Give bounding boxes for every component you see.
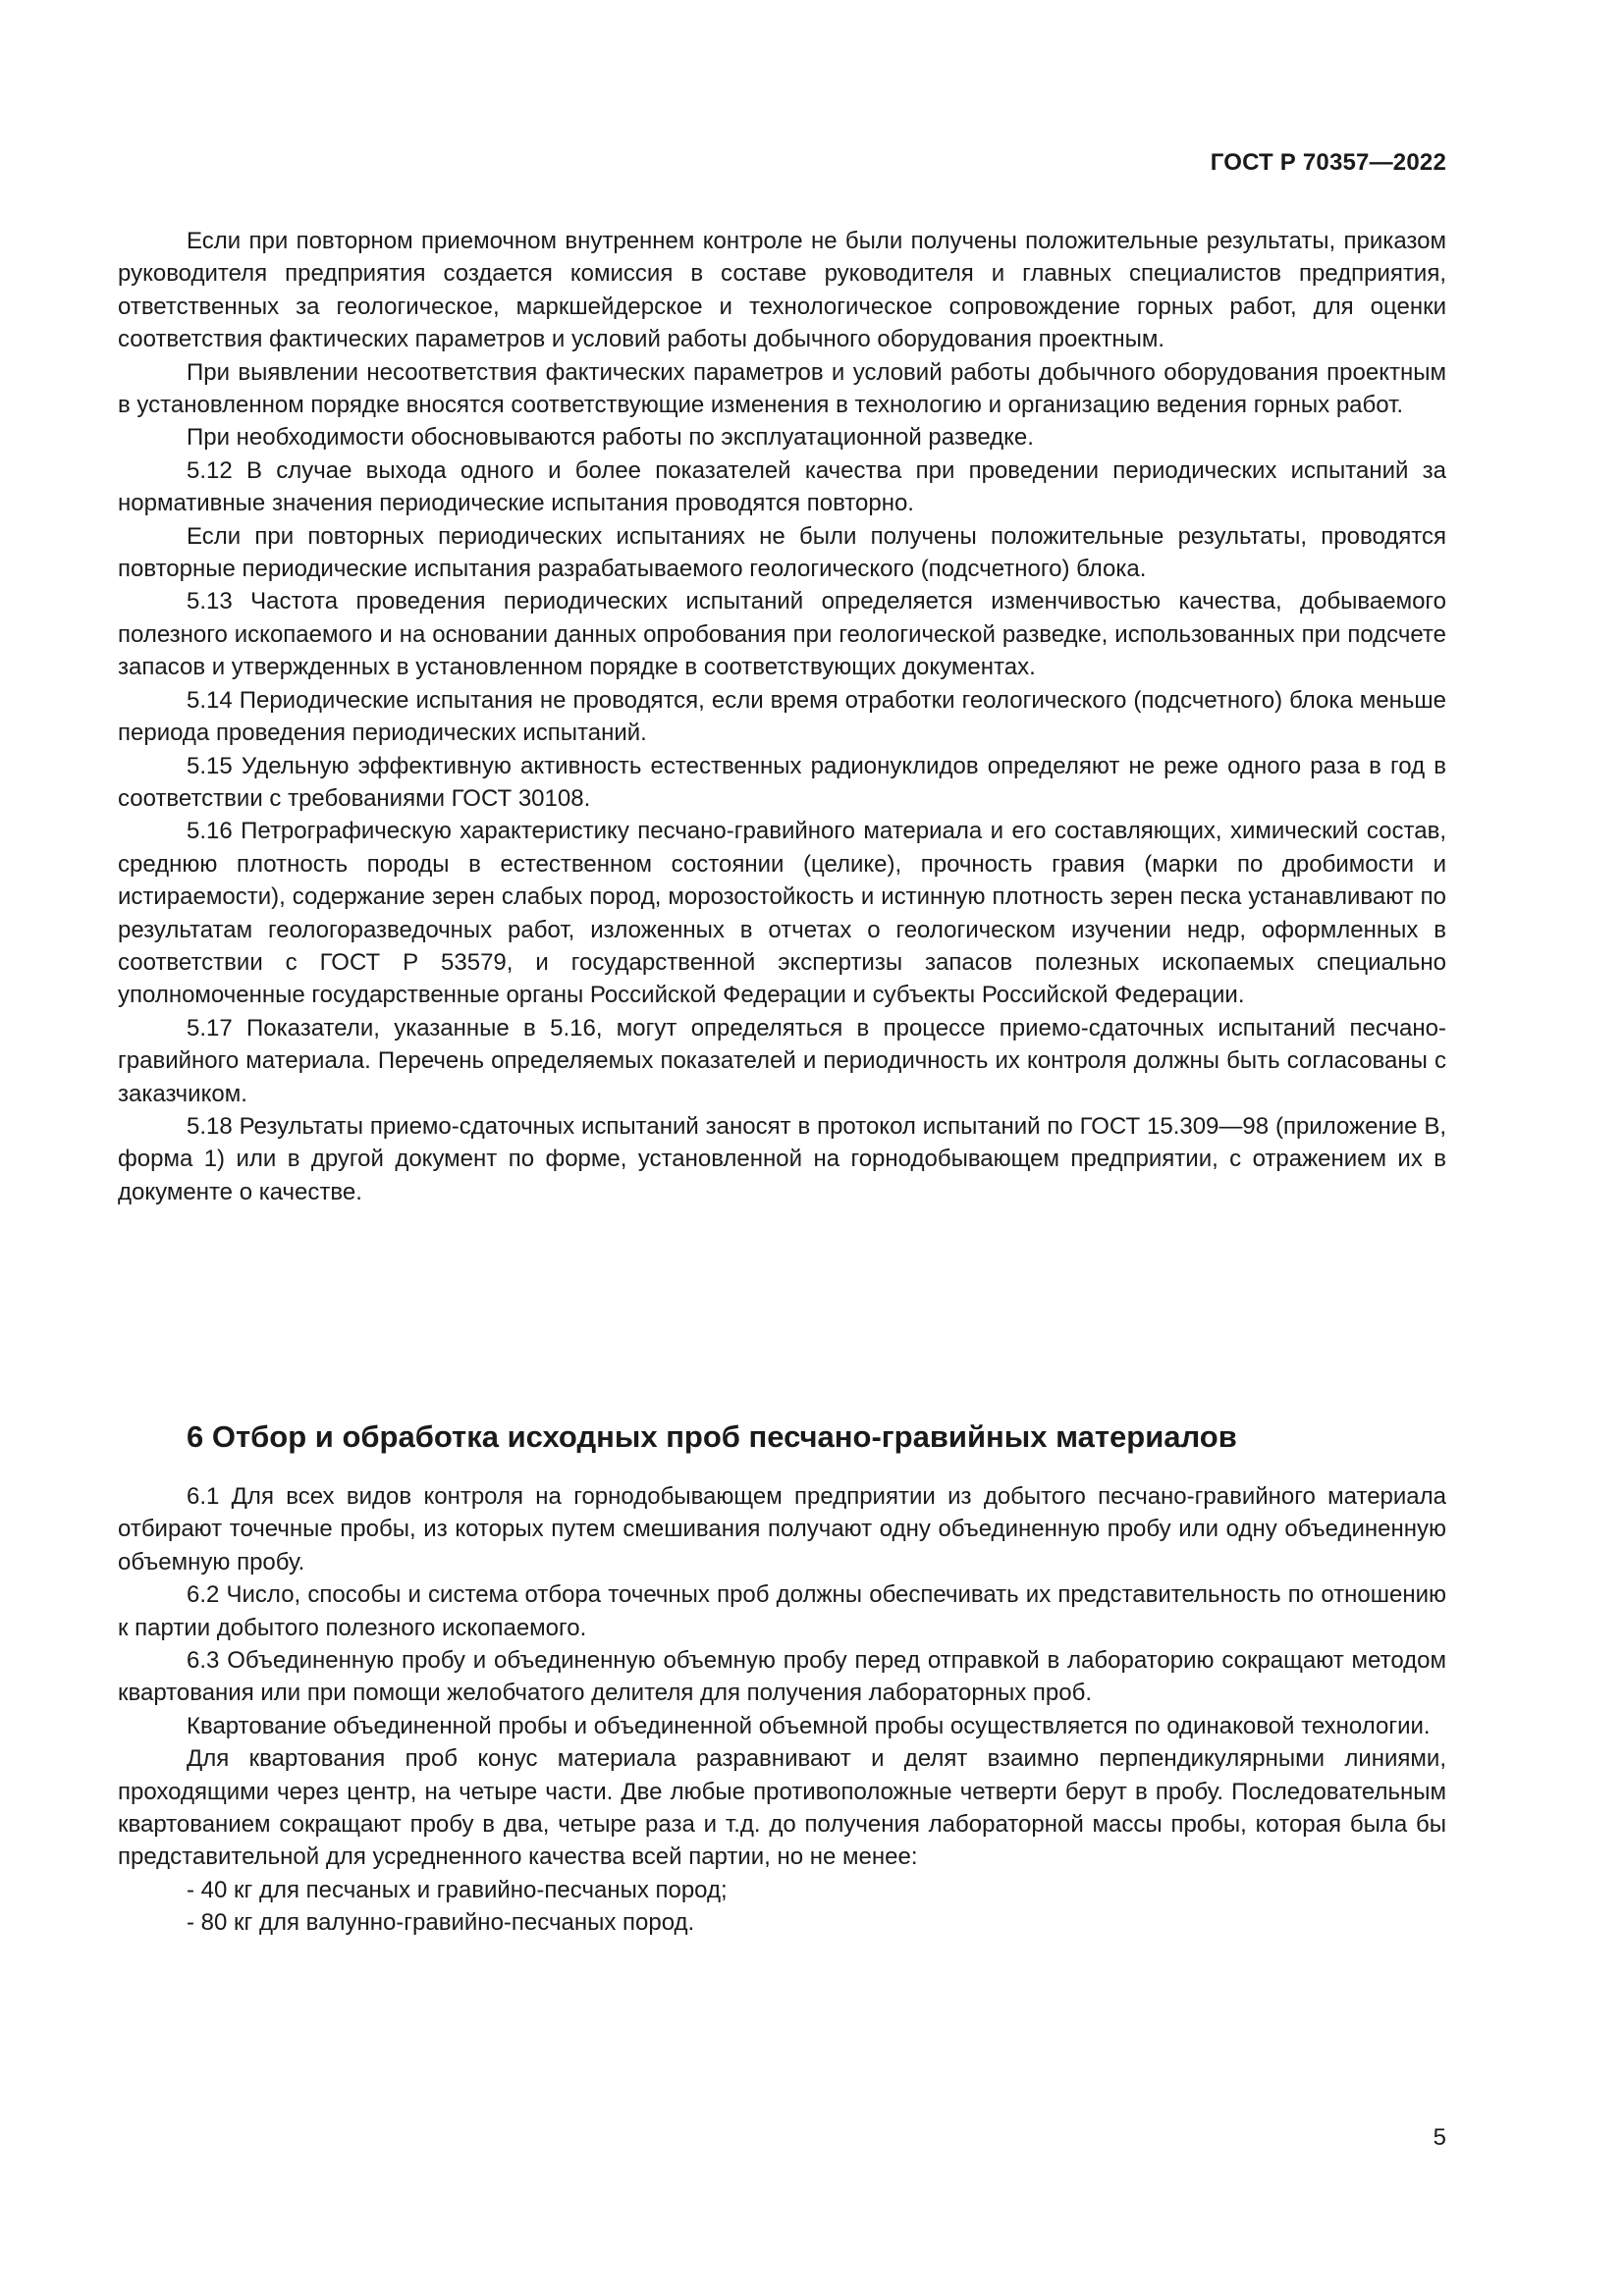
clause-5-16: 5.16 Петрографическую характеристику песчано-гравийного материала и его составляющих, химический состав, среднюю плотность породы в естественном состоянии (целике), прочность гравия (марки по дробимости и истираемости), содержание зерен слабых пород, морозостойкость и истинную плотность зерен песка устанавливают по результатам геологоразведочных работ, изложенных в отчетах о геологическом изучении недр, оформленных в соответствии с ГОСТ Р 53579, и государственной экспертизы запасов полезных ископаемых специально уполномоченные государственные органы Российской Федерации и субъекты Российской Федерации. (118, 818, 1446, 1009)
document-header: ГОСТ Р 70357—2022 (1210, 149, 1446, 176)
paragraph: При необходимости обосновываются работы по эксплуатационной разведке. (187, 424, 1034, 452)
paragraph: Если при повторных периодических испытаниях не были получены положительные результаты, проводятся повторные периодические испытания разрабатываемого геологического (подсчетного) блока. (118, 522, 1446, 583)
paragraph: Квартование объединенной пробы и объединенной объемной пробы осуществляется по одинаковой технологии. (187, 1712, 1431, 1739)
paragraph: Для квартования проб конус материала разравнивают и делят взаимно перпендикулярными линиями, проходящими через центр, на четыре части. Две любые противоположные четверти берут в пробу. Последовательным квартованием сокращают пробу в два, четыре раза и т.д. до получения лабораторной массы пробы, которая была бы представительной для усредненного качества всей партии, но не менее: (118, 1745, 1446, 1871)
list-item: - 80 кг для валунно-гравийно-песчаных пород. (187, 1909, 695, 1937)
clause-5-12: 5.12 В случае выхода одного и более показателей качества при проведении периодических испытаний за нормативные значения периодические испытания проводятся повторно. (118, 456, 1446, 517)
clause-6-1: 6.1 Для всех видов контроля на горнодобывающем предприятии из добытого песчано-гравийного материала отбирают точечные пробы, из которых путем смешивания получают одну объединенную пробу или одну объединенную объемную пробу. (118, 1483, 1446, 1575)
paragraph: Если при повторном приемочном внутреннем контроле не были получены положительные результаты, приказом руководителя предприятия создается комиссия в составе руководителя и главных специалистов предприятия, ответственных за геологическое, маркшейдерское и технологическое сопровождение горных работ, для оценки соответствия фактических параметров и условий работы добычного оборудования проектным. (118, 228, 1446, 353)
paragraph: При выявлении несоответствия фактических параметров и условий работы добычного оборудования проектным в установленном порядке вносятся соответствующие изменения в технологию и организацию ведения горных работ. (118, 358, 1446, 419)
section-title: 6 Отбор и обработка исходных проб песчано-гравийных материалов (187, 1419, 1237, 1454)
clause-5-17: 5.17 Показатели, указанные в 5.16, могут определяться в процессе приемо-сдаточных испытаний песчано-гравийного материала. Перечень определяемых показателей и периодичность их контроля должны быть согласованы с заказчиком. (118, 1014, 1446, 1107)
clause-5-14: 5.14 Периодические испытания не проводятся, если время отработки геологического (подсчетного) блока меньше периода проведения периодических испытаний. (118, 686, 1446, 747)
clause-6-3: 6.3 Объединенную пробу и объединенную объемную пробу перед отправкой в лабораторию сокращают методом квартования или при помощи желобчатого делителя для получения лабораторных проб. (118, 1647, 1446, 1707)
clause-5-15: 5.15 Удельную эффективную активность естественных радионуклидов определяют не реже одного раза в год в соответствии с требованиями ГОСТ 30108. (118, 752, 1446, 812)
list-item: - 40 кг для песчаных и гравийно-песчаных пород; (187, 1876, 728, 1903)
clause-6-2: 6.2 Число, способы и система отбора точечных проб должны обеспечивать их представительность по отношению к партии добытого полезного ископаемого. (118, 1581, 1446, 1641)
clause-5-13: 5.13 Частота проведения периодических испытаний определяется изменчивостью качества, добываемого полезного ископаемого и на основании данных опробования при геологической разведке, использованных при подсчете запасов и утвержденных в установленном порядке в соответствующих документах. (118, 588, 1446, 681)
page-number: 5 (1433, 2124, 1446, 2151)
section-6 (118, 1417, 1446, 1940)
section-5-continuation (118, 225, 1446, 1208)
document-page (118, 0, 1446, 2296)
clause-5-18: 5.18 Результаты приемо-сдаточных испытаний заносят в протокол испытаний по ГОСТ 15.309—98 (приложение В, форма 1) или в другой документ по форме, установленной на горнодобывающем предприятии, с отражением их в документе о качестве. (118, 1112, 1446, 1205)
